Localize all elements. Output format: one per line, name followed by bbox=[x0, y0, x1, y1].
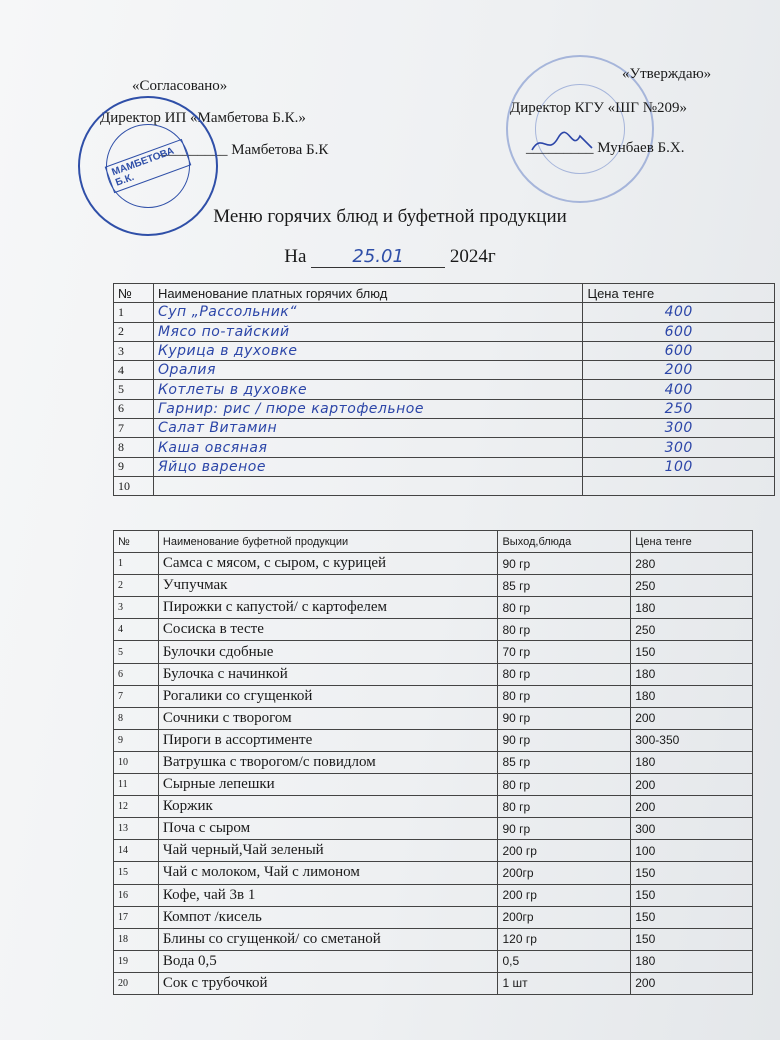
hot-table-row bbox=[114, 361, 775, 380]
hot-row-name: Курица в духовке bbox=[153, 341, 583, 360]
buffet-row-yield: 200гр bbox=[498, 906, 631, 928]
buffet-table-row bbox=[114, 950, 753, 972]
buffet-row-price: 150 bbox=[631, 884, 753, 906]
hot-row-price: 200 bbox=[583, 361, 775, 380]
hot-row-number: 5 bbox=[114, 380, 154, 399]
hot-row-number: 10 bbox=[114, 476, 154, 495]
buffet-row-price: 250 bbox=[631, 575, 753, 597]
buffet-row-yield: 120 гр bbox=[498, 928, 631, 950]
hot-table-row bbox=[114, 476, 775, 495]
buffet-row-yield: 80 гр bbox=[498, 597, 631, 619]
buffet-row-name: Пирожки с капустой/ с картофелем bbox=[158, 597, 498, 619]
buffet-row-yield: 200 гр bbox=[498, 840, 631, 862]
buffet-row-yield: 90 гр bbox=[498, 707, 631, 729]
hot-row-number: 1 bbox=[114, 303, 154, 322]
hot-row-name: Гарнир: рис / пюре картофельное bbox=[153, 399, 583, 418]
buffet-row-number: 9 bbox=[114, 729, 159, 751]
hot-row-number: 8 bbox=[114, 438, 154, 457]
hot-row-price: 100 bbox=[583, 457, 775, 476]
buffet-table-row bbox=[114, 619, 753, 641]
hot-row-price: 250 bbox=[583, 399, 775, 418]
buffet-table-row bbox=[114, 663, 753, 685]
buffet-row-number: 17 bbox=[114, 906, 159, 928]
buffet-table-row bbox=[114, 972, 753, 994]
buffet-row-number: 11 bbox=[114, 774, 159, 796]
buffet-row-number: 5 bbox=[114, 641, 159, 663]
hot-row-name: Суп „Рассольник“ bbox=[153, 303, 583, 322]
buffet-table-row bbox=[114, 751, 753, 773]
buffet-row-name: Рогалики со сгущенкой bbox=[158, 685, 498, 707]
buffet-row-number: 6 bbox=[114, 663, 159, 685]
buffet-row-name: Чай с молоком, Чай с лимоном bbox=[158, 862, 498, 884]
buffet-table-row bbox=[114, 685, 753, 707]
hot-row-price: 600 bbox=[583, 341, 775, 360]
hot-row-name bbox=[153, 476, 583, 495]
buffet-row-name: Компот /кисель bbox=[158, 906, 498, 928]
buffet-row-number: 7 bbox=[114, 685, 159, 707]
buffet-row-price: 200 bbox=[631, 972, 753, 994]
buffet-table-header bbox=[114, 531, 753, 553]
hot-table-row bbox=[114, 457, 775, 476]
buffet-row-number: 12 bbox=[114, 796, 159, 818]
buffet-row-price: 300 bbox=[631, 818, 753, 840]
hot-row-name: Мясо по-тайский bbox=[153, 322, 583, 341]
buffet-row-price: 280 bbox=[631, 553, 753, 575]
date-handwritten: 25.01 bbox=[311, 247, 445, 268]
hot-row-number: 4 bbox=[114, 361, 154, 380]
buffet-header-name: Наименование буфетной продукции bbox=[158, 531, 498, 553]
buffet-row-number: 4 bbox=[114, 619, 159, 641]
buffet-row-price: 150 bbox=[631, 906, 753, 928]
buffet-header-number: № bbox=[114, 531, 159, 553]
hot-row-price: 600 bbox=[583, 322, 775, 341]
buffet-row-price: 250 bbox=[631, 619, 753, 641]
hot-table-header bbox=[114, 284, 775, 303]
buffet-row-number: 14 bbox=[114, 840, 159, 862]
approve-label: «Утверждаю» bbox=[622, 66, 712, 82]
buffet-row-name: Коржик bbox=[158, 796, 498, 818]
buffet-row-number: 15 bbox=[114, 862, 159, 884]
buffet-row-price: 180 bbox=[631, 685, 753, 707]
buffet-table-row bbox=[114, 796, 753, 818]
buffet-row-name: Сырные лепешки bbox=[158, 774, 498, 796]
buffet-row-yield: 80 гр bbox=[498, 685, 631, 707]
right-signature-icon bbox=[528, 128, 598, 158]
buffet-row-price: 200 bbox=[631, 796, 753, 818]
date-prefix: На bbox=[284, 246, 307, 267]
hot-row-number: 3 bbox=[114, 341, 154, 360]
buffet-row-yield: 85 гр bbox=[498, 751, 631, 773]
buffet-row-yield: 200гр bbox=[498, 862, 631, 884]
hot-header-price: Цена тенге bbox=[583, 284, 775, 303]
buffet-row-yield: 0,5 bbox=[498, 950, 631, 972]
buffet-row-number: 18 bbox=[114, 928, 159, 950]
buffet-table-row bbox=[114, 906, 753, 928]
buffet-table bbox=[113, 530, 753, 995]
buffet-table-row bbox=[114, 774, 753, 796]
buffet-row-name: Чай черный,Чай зеленый bbox=[158, 840, 498, 862]
buffet-row-number: 16 bbox=[114, 884, 159, 906]
hot-table-row bbox=[114, 341, 775, 360]
buffet-row-name: Сочники с творогом bbox=[158, 707, 498, 729]
buffet-row-name: Самса с мясом, с сыром, с курицей bbox=[158, 553, 498, 575]
agreed-label: «Согласовано» bbox=[132, 78, 228, 94]
buffet-row-name: Кофе, чай 3в 1 bbox=[158, 884, 498, 906]
buffet-row-price: 200 bbox=[631, 707, 753, 729]
buffet-row-yield: 90 гр bbox=[498, 729, 631, 751]
buffet-row-name: Поча с сыром bbox=[158, 818, 498, 840]
hot-row-price: 300 bbox=[583, 419, 775, 438]
buffet-table-row bbox=[114, 862, 753, 884]
date-suffix: 2024г bbox=[449, 246, 496, 267]
buffet-row-price: 180 bbox=[631, 597, 753, 619]
hot-row-number: 9 bbox=[114, 457, 154, 476]
hot-row-number: 2 bbox=[114, 322, 154, 341]
buffet-row-price: 150 bbox=[631, 641, 753, 663]
buffet-table-row bbox=[114, 840, 753, 862]
hot-row-price: 400 bbox=[583, 380, 775, 399]
left-director-line: Директор ИП «Мамбетова Б.К.» bbox=[100, 110, 306, 126]
buffet-row-yield: 200 гр bbox=[498, 884, 631, 906]
buffet-row-yield: 80 гр bbox=[498, 774, 631, 796]
buffet-row-yield: 90 гр bbox=[498, 553, 631, 575]
right-director-line: Директор КГУ «ШГ №209» bbox=[510, 100, 688, 116]
buffet-row-number: 10 bbox=[114, 751, 159, 773]
buffet-row-name: Булочки сдобные bbox=[158, 641, 498, 663]
buffet-row-price: 150 bbox=[631, 862, 753, 884]
buffet-row-price: 180 bbox=[631, 950, 753, 972]
buffet-row-price: 150 bbox=[631, 928, 753, 950]
hot-header-name: Наименование платных горячих блюд bbox=[153, 284, 583, 303]
buffet-table-row bbox=[114, 553, 753, 575]
date-line bbox=[0, 246, 780, 268]
buffet-table-row bbox=[114, 641, 753, 663]
buffet-header-price: Цена тенге bbox=[631, 531, 753, 553]
right-name-line: _________ Мунбаев Б.Х. bbox=[526, 140, 685, 156]
hot-dishes-table bbox=[113, 283, 775, 496]
left-seal-name: МАМБЕТОВА Б.К. bbox=[105, 139, 192, 193]
hot-row-name: Каша овсяная bbox=[153, 438, 583, 457]
buffet-row-price: 180 bbox=[631, 751, 753, 773]
hot-row-price bbox=[583, 476, 775, 495]
buffet-row-number: 19 bbox=[114, 950, 159, 972]
buffet-table-row bbox=[114, 884, 753, 906]
buffet-table-row bbox=[114, 707, 753, 729]
buffet-row-name: Сок с трубочкой bbox=[158, 972, 498, 994]
buffet-row-number: 20 bbox=[114, 972, 159, 994]
document-title: Меню горячих блюд и буфетной продукции bbox=[213, 206, 567, 227]
hot-row-number: 6 bbox=[114, 399, 154, 418]
buffet-row-number: 1 bbox=[114, 553, 159, 575]
hot-row-name: Котлеты в духовке bbox=[153, 380, 583, 399]
buffet-row-yield: 80 гр bbox=[498, 619, 631, 641]
hot-table-row bbox=[114, 419, 775, 438]
buffet-row-price: 200 bbox=[631, 774, 753, 796]
buffet-table-row bbox=[114, 597, 753, 619]
buffet-row-name: Блины со сгущенкой/ со сметаной bbox=[158, 928, 498, 950]
buffet-row-yield: 85 гр bbox=[498, 575, 631, 597]
buffet-row-name: Пироги в ассортименте bbox=[158, 729, 498, 751]
buffet-row-yield: 80 гр bbox=[498, 796, 631, 818]
buffet-row-number: 13 bbox=[114, 818, 159, 840]
hot-table-row bbox=[114, 438, 775, 457]
hot-row-name: Яйцо вареное bbox=[153, 457, 583, 476]
buffet-row-yield: 90 гр bbox=[498, 818, 631, 840]
buffet-row-yield: 80 гр bbox=[498, 663, 631, 685]
buffet-row-number: 8 bbox=[114, 707, 159, 729]
buffet-row-price: 300-350 bbox=[631, 729, 753, 751]
buffet-row-price: 100 bbox=[631, 840, 753, 862]
buffet-row-price: 180 bbox=[631, 663, 753, 685]
buffet-table-row bbox=[114, 928, 753, 950]
left-seal-inner-ring bbox=[98, 116, 198, 216]
buffet-row-number: 2 bbox=[114, 575, 159, 597]
hot-row-price: 300 bbox=[583, 438, 775, 457]
buffet-table-row bbox=[114, 575, 753, 597]
hot-table-row bbox=[114, 322, 775, 341]
buffet-header-yield: Выход,блюда bbox=[498, 531, 631, 553]
buffet-row-name: Сосиска в тесте bbox=[158, 619, 498, 641]
buffet-table-row bbox=[114, 729, 753, 751]
hot-header-number: № bbox=[114, 284, 154, 303]
hot-table-row bbox=[114, 380, 775, 399]
buffet-row-name: Учпучмак bbox=[158, 575, 498, 597]
hot-row-name: Салат Витамин bbox=[153, 419, 583, 438]
hot-table-row bbox=[114, 303, 775, 322]
buffet-row-name: Ватрушка с творогом/с повидлом bbox=[158, 751, 498, 773]
buffet-row-name: Булочка с начинкой bbox=[158, 663, 498, 685]
buffet-row-yield: 70 гр bbox=[498, 641, 631, 663]
hot-row-name: Оралия bbox=[153, 361, 583, 380]
buffet-row-yield: 1 шт bbox=[498, 972, 631, 994]
buffet-row-number: 3 bbox=[114, 597, 159, 619]
hot-row-price: 400 bbox=[583, 303, 775, 322]
left-name-line: _________ Мамбетова Б.К bbox=[160, 142, 329, 158]
buffet-row-name: Вода 0,5 bbox=[158, 950, 498, 972]
hot-row-number: 7 bbox=[114, 419, 154, 438]
hot-table-row bbox=[114, 399, 775, 418]
buffet-table-row bbox=[114, 818, 753, 840]
